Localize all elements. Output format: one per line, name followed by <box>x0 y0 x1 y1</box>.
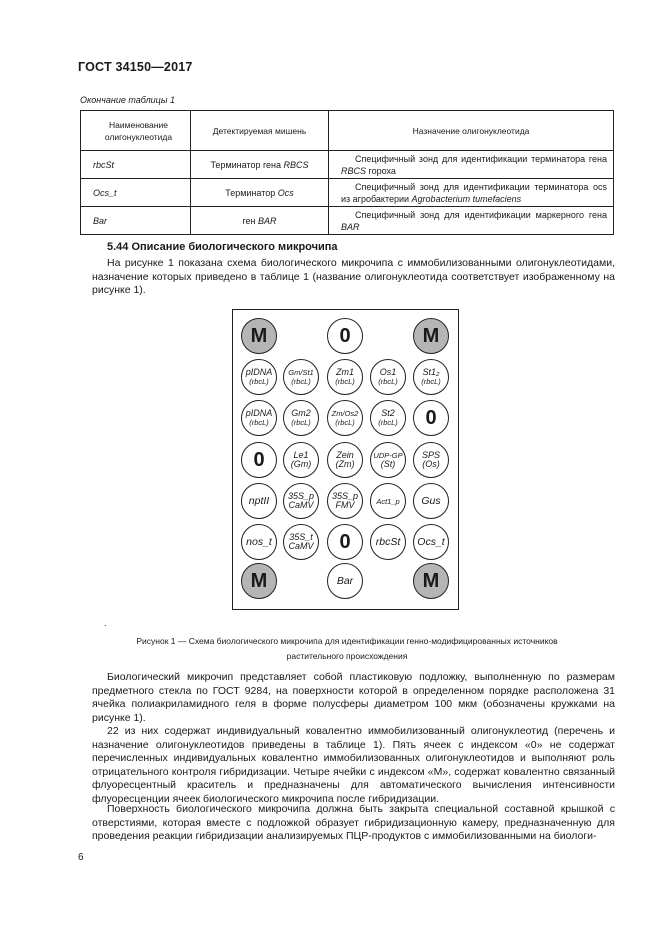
cell-label: nptII <box>248 494 270 507</box>
probe-cell <box>413 483 449 519</box>
header-purpose: Назначение олигонуклеотида <box>329 111 614 151</box>
cell-label: Gm/St1 <box>288 368 314 377</box>
oligo-name: Bar <box>81 207 191 235</box>
cell-sublabel: (rbcL) <box>335 418 355 427</box>
negative-control-cell <box>327 318 363 354</box>
figure-caption <box>80 634 614 664</box>
cell-label: Act1_p <box>376 496 400 506</box>
cell-label: UDP-GP <box>373 451 403 460</box>
header-target: Детектируемая мишень <box>191 111 329 151</box>
oligo-name: Ocs_t <box>81 179 191 207</box>
cell-label: SPS <box>421 450 440 460</box>
probe-cell <box>413 359 449 395</box>
cell-label: pIDNA <box>245 367 273 377</box>
table-row <box>81 179 614 207</box>
body-paragraph: Поверхность биологического микрочипа должна быть закрыта специальной составной крышкой с отверстиями, которая вместе с подложкой образует гибридизационную камеру, предназначенную для проведения реакции гибридизации анализируемых ПЦР-продуктов с иммобилизованными на биологи- <box>92 803 615 842</box>
probe-cell <box>241 524 277 560</box>
probe-cell <box>283 483 319 519</box>
cell-sublabel: (rbcL) <box>335 377 355 386</box>
probe-cell <box>327 359 363 395</box>
cell-label: pIDNA <box>245 408 273 418</box>
probe-cell <box>413 442 449 478</box>
cell-label: M <box>422 570 440 592</box>
probe-cell <box>327 400 363 436</box>
cell-sublabel: (rbcL) <box>291 418 311 427</box>
negative-control-cell <box>327 524 363 560</box>
target: Терминатор гена RBCS <box>191 151 329 179</box>
figure-dot: . <box>104 618 107 628</box>
oligo-name: rbcSt <box>81 151 191 179</box>
probe-cell <box>283 442 319 478</box>
marker-cell <box>413 563 449 599</box>
cell-label: 0 <box>339 531 351 553</box>
cell-sublabel: (rbcL) <box>378 377 398 386</box>
figure-caption-line: растительного происхождения <box>286 651 408 661</box>
cell-label: M <box>250 570 268 592</box>
cell-label: nos_t <box>246 535 272 548</box>
table-row <box>81 207 614 235</box>
probe-cell <box>327 563 363 599</box>
figure-caption-line: Рисунок 1 — Схема биологического микрочипа для идентификации генно-модифицированных источников <box>136 636 558 646</box>
oligonucleotide-table <box>80 110 614 235</box>
cell-sublabel: CaMV <box>288 541 314 551</box>
probe-cell <box>241 400 277 436</box>
cell-label: Os1 <box>379 367 397 377</box>
cell-sublabel: FMV <box>335 500 355 510</box>
cell-label: 35S_p <box>287 491 315 501</box>
probe-cell <box>370 359 406 395</box>
target: Терминатор Ocs <box>191 179 329 207</box>
cell-label: 0 <box>425 407 437 429</box>
cell-sublabel: (Zm) <box>335 459 355 469</box>
cell-label: Zm/Os2 <box>331 409 359 418</box>
probe-cell <box>283 400 319 436</box>
body-paragraph: Биологический микрочип представляет собой пластиковую подложку, выполненную по размерам предметного стекла по ГОСТ 9284, на поверхности которой в определенном порядке расположена 31 ячейка полиакриламидного геля в форме полусферы диаметром 100 мкм (обозначены кружками на рисунке 1). <box>92 671 615 724</box>
cell-label: 35S_p <box>331 491 359 501</box>
marker-cell <box>413 318 449 354</box>
cell-label: rbcSt <box>375 535 401 548</box>
cell-label: Zein <box>336 450 354 460</box>
cell-label: St2 <box>381 408 395 418</box>
purpose: Специфичный зонд для идентификации терминатора гена RBCS гороха <box>329 151 614 179</box>
page-number: 6 <box>78 852 84 863</box>
probe-cell <box>241 359 277 395</box>
probe-cell <box>370 442 406 478</box>
target: ген BAR <box>191 207 329 235</box>
negative-control-cell <box>413 400 449 436</box>
header-oligo-name: Наименование олигонуклеотида <box>81 111 191 151</box>
table-row <box>81 151 614 179</box>
cell-sublabel: (rbcL) <box>249 377 269 386</box>
probe-cell <box>327 442 363 478</box>
negative-control-cell <box>241 442 277 478</box>
cell-label: Zm1 <box>336 367 354 377</box>
purpose: Специфичный зонд для идентификации маркерного гена BAR <box>329 207 614 235</box>
body-paragraph: 22 из них содержат индивидуальный ковалентно иммобилизованный олигонуклеотид (перечень и назначение олигонуклеотидов приведены в таблице 1). Пять ячеек с индексом «0» не содержат перечисленных индивидуальных ковалентно иммобилизованных олигонуклеотидов и выполняют роль отрицательного контроля гибридизации. Четыре ячейки с индексом «М», содержат ковалентно связанный флуоресцентный краситель и предназначены для автоматического вычисления интенсивности флуоресценции ячеек биологического микрочипа после гибридизации. <box>92 725 615 805</box>
probe-cell <box>413 524 449 560</box>
cell-label: 0 <box>339 325 351 347</box>
marker-cell <box>241 563 277 599</box>
marker-cell <box>241 318 277 354</box>
probe-cell <box>370 483 406 519</box>
microchip-diagram <box>232 309 459 610</box>
cell-sublabel: (rbcL) <box>378 418 398 427</box>
probe-cell <box>241 483 277 519</box>
section-intro: На рисунке 1 показана схема биологического микрочипа с иммобилизованными олигонуклеотидами, назначение которых приведено в таблице 1 (название олигонуклеотида соответствует изображенному на рисунке 1). <box>92 257 615 296</box>
cell-label: 35S_t <box>289 532 313 542</box>
table-continuation-caption: Окончание таблицы 1 <box>80 95 175 105</box>
cell-label: Gus <box>421 494 441 507</box>
cell-label: St1₂ <box>422 367 440 377</box>
document-id: ГОСТ 34150—2017 <box>78 60 193 74</box>
cell-sublabel: (rbcL) <box>421 377 441 386</box>
purpose: Специфичный зонд для идентификации терминатора ocs из агробактерии Agrobacterium tumefaciens <box>329 179 614 207</box>
table-header-row <box>81 111 614 151</box>
probe-cell <box>327 483 363 519</box>
cell-label: Le1 <box>293 450 309 460</box>
cell-sublabel: (rbcL) <box>249 418 269 427</box>
cell-sublabel: (Gm) <box>290 459 312 469</box>
cell-label: Ocs_t <box>417 535 445 548</box>
probe-cell <box>283 524 319 560</box>
cell-label: Bar <box>336 574 354 587</box>
cell-label: M <box>422 325 440 347</box>
cell-sublabel: (St) <box>380 459 396 469</box>
probe-cell <box>370 524 406 560</box>
section-title: 5.44 Описание биологического микрочипа <box>107 241 338 253</box>
cell-label: M <box>250 325 268 347</box>
cell-sublabel: (rbcL) <box>291 377 311 386</box>
cell-sublabel: (Os) <box>422 459 440 469</box>
probe-cell <box>370 400 406 436</box>
cell-label: Gm2 <box>291 408 311 418</box>
cell-label: 0 <box>253 449 265 471</box>
cell-sublabel: CaMV <box>288 500 314 510</box>
probe-cell <box>283 359 319 395</box>
